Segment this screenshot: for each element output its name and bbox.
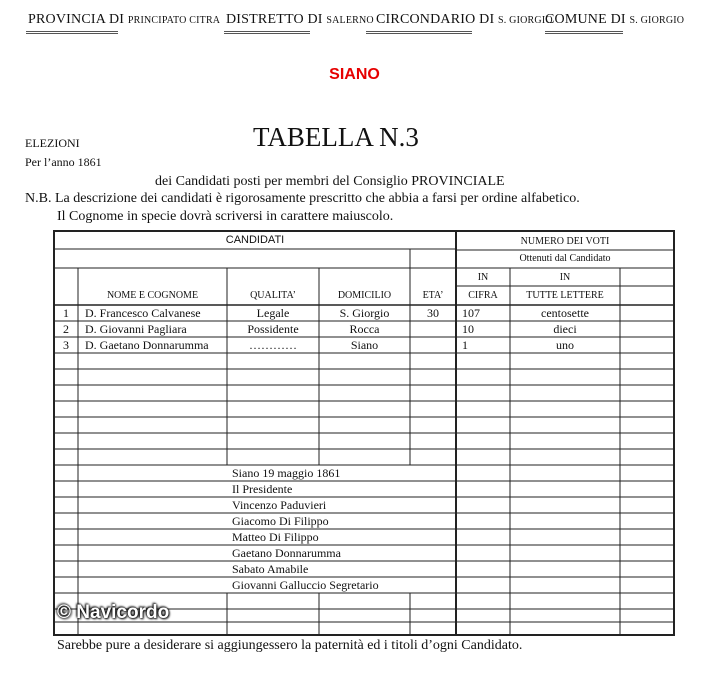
signature-line: Gaetano Donnarumma (232, 546, 341, 560)
header-distretto: DISTRETTO DI SALERNO (226, 12, 374, 27)
year-label: Per l’anno 1861 (25, 155, 102, 169)
row-1-nome: D. Francesco Calvanese (85, 306, 201, 320)
row-1-domicilio: S. Giorgio (339, 306, 390, 320)
subtitle: dei Candidati posti per membri del Consiglio PROVINCIALE (155, 174, 505, 189)
in-cifra-label: IN (477, 272, 489, 283)
row-2-lettere: dieci (553, 322, 577, 336)
column-header-eta: ETA’ (422, 290, 444, 301)
column-header-domicilio: DOMICILIO (337, 290, 392, 301)
row-1-eta: 30 (427, 306, 439, 320)
signature-line: Sabato Amabile (232, 562, 309, 576)
watermark: © Navicordo (57, 602, 170, 623)
nota-bene-line-2: Il Cognome in specie dovrà scriversi in carattere maiuscolo. (57, 209, 394, 224)
row-3-nome: D. Gaetano Donnarumma (85, 338, 209, 352)
row-1-cifra: 107 (462, 306, 480, 320)
row-2-number: 2 (63, 322, 69, 336)
row-2-qualita: Possidente (247, 322, 299, 336)
voti-group-header: NUMERO DEI VOTI (520, 236, 610, 247)
column-header-nome: NOME E COGNOME (106, 290, 199, 301)
row-2-cifra: 10 (462, 322, 474, 336)
column-header-lettere: TUTTE LETTERE (526, 290, 604, 301)
header-circondario: CIRCONDARIO DI S. GIORGIO (376, 12, 553, 27)
nota-bene-line-1: N.B. La descrizione dei candidati è rigorosamente prescritto che abbia a farsi per ordine alfabetico. (25, 191, 580, 206)
row-3-cifra: 1 (462, 338, 468, 352)
signature-line: Giovanni Galluccio Segretario (232, 578, 379, 592)
page-title: TABELLA N.3 (253, 122, 419, 152)
candidati-group-header: CANDIDATI (225, 234, 285, 246)
row-2-nome: D. Giovanni Pagliara (85, 322, 187, 336)
voti-group-subheader: Ottenuti dal Candidato (519, 253, 611, 264)
header-comune: COMUNE DI S. GIORGIO (545, 12, 685, 27)
signature-line: Vincenzo Paduvieri (232, 498, 327, 512)
in-lettere-label: IN (559, 272, 571, 283)
row-1-qualita: Legale (256, 306, 290, 320)
row-3-lettere: uno (556, 338, 574, 352)
column-header-qualita: QUALITA’ (250, 290, 296, 301)
elezioni-label: ELEZIONI (25, 136, 80, 150)
signature-line: Matteo Di Filippo (232, 530, 319, 544)
row-3-number: 3 (63, 338, 69, 352)
row-3-qualita: ………… (249, 338, 297, 352)
town-name: SIANO (329, 66, 380, 83)
row-3-domicilio: Siano (350, 338, 379, 352)
row-1-lettere: centosette (541, 306, 589, 320)
signature-line: Giacomo Di Filippo (232, 514, 329, 528)
row-2-domicilio: Rocca (349, 322, 380, 336)
header-provincia: PROVINCIA DI PRINCIPATO CITRA (28, 12, 221, 27)
row-1-number: 1 (63, 306, 69, 320)
signature-date: Siano 19 maggio 1861 (232, 466, 341, 480)
signature-line: Il Presidente (232, 482, 293, 496)
column-header-cifra: CIFRA (468, 290, 498, 301)
footer-note: Sarebbe pure a desiderare si aggiungessero la paternità ed i titoli d’ogni Candidato. (57, 638, 523, 653)
